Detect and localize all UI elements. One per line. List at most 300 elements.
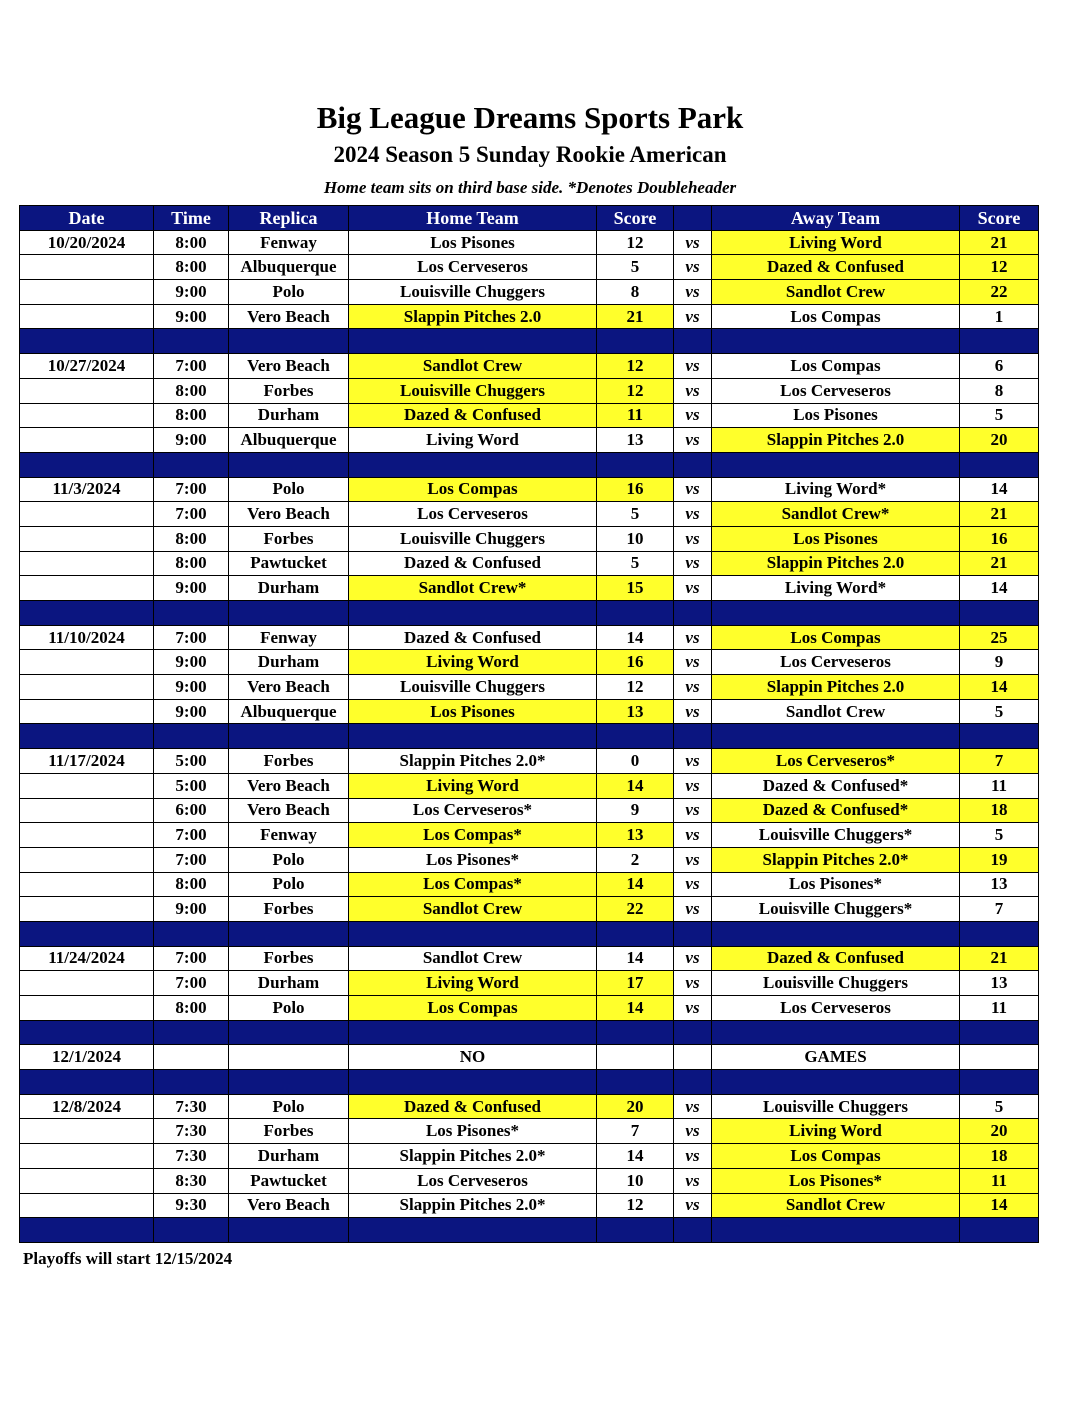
cell-away-score: 21 <box>960 502 1039 527</box>
table-row <box>20 526 1039 551</box>
cell-home-score: 14 <box>597 625 674 650</box>
cell-replica: Durham <box>229 403 349 428</box>
cell-time: 9:00 <box>154 428 229 453</box>
cell-away-score: 21 <box>960 230 1039 255</box>
cell-vs: vs <box>674 823 712 848</box>
cell-home-score: 5 <box>597 502 674 527</box>
table-row <box>20 773 1039 798</box>
cell-home-score: 22 <box>597 897 674 922</box>
cell-away-team: Slappin Pitches 2.0* <box>712 847 960 872</box>
cell-home-score: 11 <box>597 403 674 428</box>
cell-vs: vs <box>674 280 712 305</box>
cell-time: 8:00 <box>154 551 229 576</box>
cell-home-score: 10 <box>597 1168 674 1193</box>
cell-date <box>20 378 154 403</box>
cell-away-score <box>960 1045 1039 1070</box>
cell-date <box>20 1144 154 1169</box>
table-row <box>20 749 1039 774</box>
page-title: Big League Dreams Sports Park <box>316 100 744 135</box>
cell-home-team: Louisville Chuggers <box>349 378 597 403</box>
separator-cell <box>712 1218 960 1243</box>
cell-vs <box>674 1045 712 1070</box>
cell-away-score: 18 <box>960 1144 1039 1169</box>
cell-replica: Polo <box>229 1094 349 1119</box>
separator-cell <box>20 452 154 477</box>
table-row <box>20 576 1039 601</box>
cell-home-score: 8 <box>597 280 674 305</box>
separator-cell <box>229 329 349 354</box>
header-home-score: Score <box>597 206 674 231</box>
cell-vs: vs <box>674 428 712 453</box>
table-row <box>20 1045 1039 1070</box>
cell-vs: vs <box>674 304 712 329</box>
cell-replica: Fenway <box>229 823 349 848</box>
separator-cell <box>229 1020 349 1045</box>
table-row <box>20 1144 1039 1169</box>
separator-cell <box>154 1218 229 1243</box>
cell-vs: vs <box>674 230 712 255</box>
cell-date: 11/10/2024 <box>20 625 154 650</box>
cell-time: 8:00 <box>154 378 229 403</box>
cell-time: 7:00 <box>154 477 229 502</box>
cell-away-team: Los Cerveseros <box>712 996 960 1021</box>
cell-home-score: 14 <box>597 872 674 897</box>
header-vs <box>674 206 712 231</box>
cell-away-team: Louisville Chuggers <box>712 971 960 996</box>
table-row <box>20 625 1039 650</box>
cell-home-team: Los Cerveseros <box>349 255 597 280</box>
cell-replica: Forbes <box>229 946 349 971</box>
cell-replica: Vero Beach <box>229 1193 349 1218</box>
cell-date <box>20 847 154 872</box>
separator-cell <box>20 601 154 626</box>
cell-away-team: Louisville Chuggers* <box>712 897 960 922</box>
table-row <box>20 551 1039 576</box>
separator-cell <box>674 452 712 477</box>
cell-away-score: 13 <box>960 971 1039 996</box>
cell-time: 7:30 <box>154 1094 229 1119</box>
cell-date <box>20 650 154 675</box>
cell-home-team: Los Pisones* <box>349 1119 597 1144</box>
cell-time: 7:00 <box>154 625 229 650</box>
cell-away-score: 5 <box>960 699 1039 724</box>
cell-vs: vs <box>674 477 712 502</box>
table-row <box>20 304 1039 329</box>
cell-home-team: Louisville Chuggers <box>349 526 597 551</box>
separator-cell <box>712 921 960 946</box>
cell-date <box>20 872 154 897</box>
cell-away-team: Los Cerveseros <box>712 378 960 403</box>
cell-away-score: 6 <box>960 354 1039 379</box>
cell-time: 7:30 <box>154 1119 229 1144</box>
separator-cell <box>712 1070 960 1095</box>
cell-vs: vs <box>674 872 712 897</box>
cell-vs: vs <box>674 971 712 996</box>
table-row <box>20 428 1039 453</box>
cell-away-team: Los Compas <box>712 354 960 379</box>
cell-time: 7:00 <box>154 354 229 379</box>
cell-home-team: Los Compas* <box>349 823 597 848</box>
cell-home-team: Slappin Pitches 2.0 <box>349 304 597 329</box>
cell-home-score: 14 <box>597 773 674 798</box>
cell-away-score: 7 <box>960 749 1039 774</box>
header-date: Date <box>20 206 154 231</box>
schedule-body <box>20 230 1039 1242</box>
cell-away-team: Living Word* <box>712 477 960 502</box>
cell-away-team: Sandlot Crew <box>712 1193 960 1218</box>
cell-home-team: Dazed & Confused <box>349 403 597 428</box>
cell-replica: Polo <box>229 477 349 502</box>
cell-replica: Forbes <box>229 897 349 922</box>
cell-vs: vs <box>674 403 712 428</box>
cell-away-score: 22 <box>960 280 1039 305</box>
separator-cell <box>229 1218 349 1243</box>
cell-replica: Durham <box>229 971 349 996</box>
cell-date <box>20 255 154 280</box>
cell-replica <box>229 1045 349 1070</box>
separator-cell <box>154 601 229 626</box>
cell-time: 8:00 <box>154 255 229 280</box>
cell-replica: Polo <box>229 996 349 1021</box>
cell-home-team: Los Pisones* <box>349 847 597 872</box>
separator-cell <box>674 921 712 946</box>
cell-away-score: 14 <box>960 477 1039 502</box>
cell-time: 9:00 <box>154 897 229 922</box>
separator-cell <box>712 601 960 626</box>
separator-cell <box>349 329 597 354</box>
cell-replica: Albuquerque <box>229 255 349 280</box>
cell-time: 9:00 <box>154 280 229 305</box>
cell-time: 9:00 <box>154 675 229 700</box>
cell-date <box>20 304 154 329</box>
table-row <box>20 1193 1039 1218</box>
header-home-team: Home Team <box>349 206 597 231</box>
cell-home-score: 14 <box>597 996 674 1021</box>
header-replica: Replica <box>229 206 349 231</box>
cell-home-score: 16 <box>597 477 674 502</box>
cell-vs: vs <box>674 946 712 971</box>
cell-home-score: 0 <box>597 749 674 774</box>
cell-time: 8:00 <box>154 230 229 255</box>
cell-away-team: Louisville Chuggers* <box>712 823 960 848</box>
separator-cell <box>154 1020 229 1045</box>
separator-row <box>20 1070 1039 1095</box>
cell-time: 7:30 <box>154 1144 229 1169</box>
separator-row <box>20 921 1039 946</box>
cell-home-score: 20 <box>597 1094 674 1119</box>
separator-cell <box>229 921 349 946</box>
cell-home-team: Slappin Pitches 2.0* <box>349 1193 597 1218</box>
separator-cell <box>597 724 674 749</box>
cell-away-team: Los Cerveseros* <box>712 749 960 774</box>
cell-away-team: Slappin Pitches 2.0 <box>712 551 960 576</box>
separator-cell <box>674 1218 712 1243</box>
cell-date <box>20 699 154 724</box>
cell-time: 9:00 <box>154 650 229 675</box>
separator-cell <box>960 452 1039 477</box>
table-row <box>20 378 1039 403</box>
table-row <box>20 946 1039 971</box>
cell-home-team: Sandlot Crew <box>349 946 597 971</box>
cell-replica: Fenway <box>229 230 349 255</box>
cell-away-team: Los Compas <box>712 304 960 329</box>
cell-date <box>20 798 154 823</box>
separator-cell <box>597 1218 674 1243</box>
cell-home-team: Slappin Pitches 2.0* <box>349 1144 597 1169</box>
separator-cell <box>349 1070 597 1095</box>
cell-replica: Pawtucket <box>229 551 349 576</box>
cell-away-score: 25 <box>960 625 1039 650</box>
separator-cell <box>960 601 1039 626</box>
separator-cell <box>229 724 349 749</box>
cell-time: 8:00 <box>154 403 229 428</box>
cell-away-team: GAMES <box>712 1045 960 1070</box>
table-row <box>20 823 1039 848</box>
cell-time: 6:00 <box>154 798 229 823</box>
cell-home-score: 14 <box>597 946 674 971</box>
table-row <box>20 675 1039 700</box>
cell-away-score: 20 <box>960 1119 1039 1144</box>
separator-cell <box>154 452 229 477</box>
cell-away-team: Sandlot Crew* <box>712 502 960 527</box>
separator-cell <box>20 724 154 749</box>
table-row <box>20 996 1039 1021</box>
cell-vs: vs <box>674 255 712 280</box>
table-row <box>20 477 1039 502</box>
cell-home-score: 17 <box>597 971 674 996</box>
cell-away-team: Slappin Pitches 2.0 <box>712 428 960 453</box>
table-row <box>20 255 1039 280</box>
header-time: Time <box>154 206 229 231</box>
cell-vs: vs <box>674 526 712 551</box>
cell-home-team: Dazed & Confused <box>349 551 597 576</box>
cell-date <box>20 773 154 798</box>
cell-replica: Durham <box>229 1144 349 1169</box>
cell-vs: vs <box>674 625 712 650</box>
cell-home-team: Slappin Pitches 2.0* <box>349 749 597 774</box>
separator-cell <box>20 329 154 354</box>
cell-replica: Polo <box>229 847 349 872</box>
cell-date <box>20 502 154 527</box>
cell-home-score: 13 <box>597 699 674 724</box>
cell-date <box>20 403 154 428</box>
cell-date <box>20 1168 154 1193</box>
separator-cell <box>597 452 674 477</box>
separator-cell <box>674 601 712 626</box>
cell-home-score: 5 <box>597 255 674 280</box>
cell-date <box>20 428 154 453</box>
cell-away-team: Living Word* <box>712 576 960 601</box>
cell-away-score: 9 <box>960 650 1039 675</box>
cell-date <box>20 675 154 700</box>
cell-time: 5:00 <box>154 749 229 774</box>
cell-time: 8:00 <box>154 526 229 551</box>
cell-replica: Vero Beach <box>229 675 349 700</box>
cell-vs: vs <box>674 699 712 724</box>
cell-away-team: Los Pisones* <box>712 872 960 897</box>
cell-vs: vs <box>674 1144 712 1169</box>
cell-away-score: 21 <box>960 551 1039 576</box>
separator-cell <box>597 921 674 946</box>
separator-cell <box>229 601 349 626</box>
separator-row <box>20 724 1039 749</box>
cell-vs: vs <box>674 1168 712 1193</box>
cell-away-score: 14 <box>960 1193 1039 1218</box>
cell-replica: Polo <box>229 280 349 305</box>
cell-home-score: 14 <box>597 1144 674 1169</box>
cell-date: 12/1/2024 <box>20 1045 154 1070</box>
table-row <box>20 403 1039 428</box>
cell-vs: vs <box>674 650 712 675</box>
cell-away-team: Slappin Pitches 2.0 <box>712 675 960 700</box>
cell-date: 10/27/2024 <box>20 354 154 379</box>
table-row <box>20 971 1039 996</box>
header-away-team: Away Team <box>712 206 960 231</box>
separator-cell <box>349 921 597 946</box>
cell-time: 9:00 <box>154 304 229 329</box>
cell-away-score: 21 <box>960 946 1039 971</box>
separator-cell <box>349 1218 597 1243</box>
separator-cell <box>674 1020 712 1045</box>
cell-date <box>20 1119 154 1144</box>
table-row <box>20 1094 1039 1119</box>
separator-cell <box>960 1218 1039 1243</box>
separator-cell <box>674 724 712 749</box>
cell-vs: vs <box>674 354 712 379</box>
separator-row <box>20 601 1039 626</box>
cell-away-score: 13 <box>960 872 1039 897</box>
separator-cell <box>712 329 960 354</box>
separator-cell <box>154 724 229 749</box>
cell-home-team: Los Pisones <box>349 699 597 724</box>
cell-home-team: Living Word <box>349 428 597 453</box>
cell-time: 9:00 <box>154 576 229 601</box>
cell-time: 7:00 <box>154 946 229 971</box>
cell-away-team: Dazed & Confused <box>712 255 960 280</box>
cell-time: 5:00 <box>154 773 229 798</box>
cell-time: 7:00 <box>154 971 229 996</box>
separator-cell <box>597 1020 674 1045</box>
cell-home-score: 12 <box>597 1193 674 1218</box>
separator-cell <box>960 724 1039 749</box>
separator-cell <box>349 1020 597 1045</box>
cell-time: 9:00 <box>154 699 229 724</box>
separator-cell <box>20 921 154 946</box>
cell-away-score: 20 <box>960 428 1039 453</box>
cell-vs: vs <box>674 576 712 601</box>
separator-cell <box>154 1070 229 1095</box>
cell-replica: Fenway <box>229 625 349 650</box>
cell-home-score: 13 <box>597 428 674 453</box>
separator-cell <box>712 724 960 749</box>
cell-date: 11/3/2024 <box>20 477 154 502</box>
cell-replica: Forbes <box>229 749 349 774</box>
cell-vs: vs <box>674 675 712 700</box>
cell-vs: vs <box>674 773 712 798</box>
cell-away-score: 19 <box>960 847 1039 872</box>
separator-row <box>20 329 1039 354</box>
cell-replica: Albuquerque <box>229 699 349 724</box>
cell-vs: vs <box>674 1119 712 1144</box>
cell-replica: Albuquerque <box>229 428 349 453</box>
separator-cell <box>154 921 229 946</box>
separator-row <box>20 1020 1039 1045</box>
cell-time: 7:00 <box>154 823 229 848</box>
separator-cell <box>960 921 1039 946</box>
table-row <box>20 354 1039 379</box>
doubleheader-note: Home team sits on third base side. *Denotes Doubleheader <box>323 178 737 197</box>
cell-away-team: Living Word <box>712 1119 960 1144</box>
cell-vs: vs <box>674 996 712 1021</box>
cell-away-score: 14 <box>960 675 1039 700</box>
cell-away-team: Sandlot Crew <box>712 280 960 305</box>
cell-home-score: 21 <box>597 304 674 329</box>
cell-replica: Durham <box>229 576 349 601</box>
cell-time: 8:30 <box>154 1168 229 1193</box>
cell-home-team: Los Cerveseros <box>349 1168 597 1193</box>
cell-date <box>20 996 154 1021</box>
separator-cell <box>960 329 1039 354</box>
cell-away-team: Los Compas <box>712 625 960 650</box>
cell-home-team: Los Compas* <box>349 872 597 897</box>
header-row <box>20 206 1039 231</box>
separator-cell <box>20 1218 154 1243</box>
cell-vs: vs <box>674 897 712 922</box>
cell-away-team: Sandlot Crew <box>712 699 960 724</box>
cell-time: 8:00 <box>154 996 229 1021</box>
separator-cell <box>349 724 597 749</box>
cell-home-team: Dazed & Confused <box>349 625 597 650</box>
cell-replica: Vero Beach <box>229 502 349 527</box>
table-row <box>20 897 1039 922</box>
cell-vs: vs <box>674 1094 712 1119</box>
cell-away-team: Dazed & Confused <box>712 946 960 971</box>
cell-home-team: Living Word <box>349 650 597 675</box>
cell-vs: vs <box>674 847 712 872</box>
table-row <box>20 1168 1039 1193</box>
table-row <box>20 502 1039 527</box>
cell-replica: Pawtucket <box>229 1168 349 1193</box>
cell-home-score: 12 <box>597 378 674 403</box>
cell-replica: Vero Beach <box>229 798 349 823</box>
cell-away-team: Los Cerveseros <box>712 650 960 675</box>
cell-away-score: 8 <box>960 378 1039 403</box>
cell-date <box>20 551 154 576</box>
cell-date <box>20 897 154 922</box>
cell-time: 8:00 <box>154 872 229 897</box>
cell-home-team: Sandlot Crew* <box>349 576 597 601</box>
cell-date <box>20 1193 154 1218</box>
cell-replica: Polo <box>229 872 349 897</box>
separator-cell <box>712 1020 960 1045</box>
separator-cell <box>597 1070 674 1095</box>
cell-away-score: 12 <box>960 255 1039 280</box>
cell-away-team: Living Word <box>712 230 960 255</box>
separator-cell <box>229 452 349 477</box>
cell-home-score: 13 <box>597 823 674 848</box>
table-row <box>20 872 1039 897</box>
cell-away-team: Los Pisones <box>712 526 960 551</box>
cell-home-score: 12 <box>597 230 674 255</box>
cell-home-team: Los Cerveseros* <box>349 798 597 823</box>
table-row <box>20 847 1039 872</box>
separator-cell <box>20 1070 154 1095</box>
separator-cell <box>154 329 229 354</box>
separator-cell <box>960 1070 1039 1095</box>
cell-home-team: Louisville Chuggers <box>349 675 597 700</box>
cell-date: 11/17/2024 <box>20 749 154 774</box>
cell-home-team: Los Compas <box>349 477 597 502</box>
